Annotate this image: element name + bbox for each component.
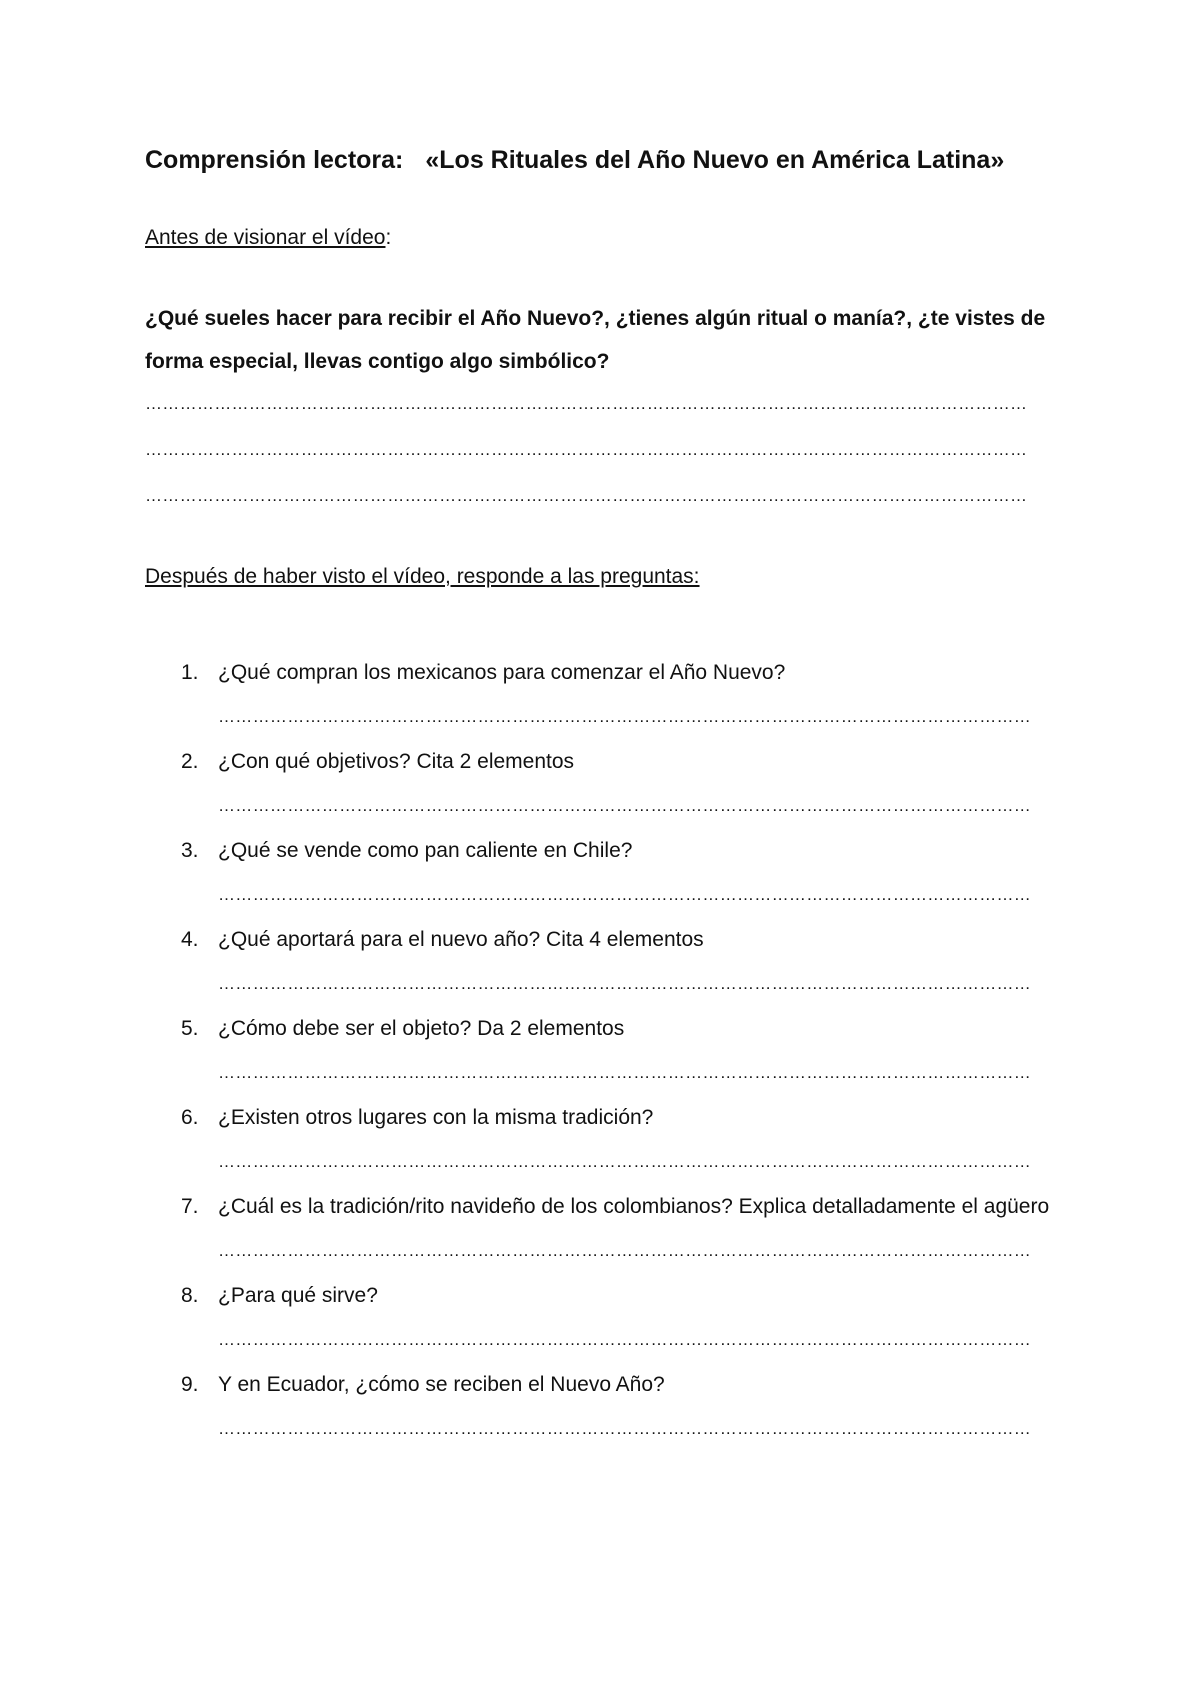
answer-line[interactable]: ………………………………………………………………………………………………………………………………………	[145, 486, 1028, 505]
question-number: 8.	[181, 1284, 199, 1307]
title-name: «Los Rituales del Año Nuevo en América Latina»	[425, 146, 1005, 174]
answer-line[interactable]: ……………………………………………………………………………………………………………………………	[218, 1063, 1032, 1082]
intro-question: ¿Qué sueles hacer para recibir el Año Nuevo?, ¿tienes algún ritual o manía?, ¿te vistes de forma especial, llevas contigo algo simbólico?	[145, 307, 1046, 373]
after-video-heading	[145, 561, 1065, 593]
question-text: ¿Con qué objetivos? Cita 2 elementos	[218, 750, 575, 773]
before-video-heading-text: Antes de visionar el vídeo	[145, 226, 386, 249]
answer-line[interactable]: ……………………………………………………………………………………………………………………………	[218, 1330, 1032, 1349]
list-item	[145, 1006, 1065, 1095]
list-item	[145, 917, 1065, 1006]
answer-line[interactable]: ……………………………………………………………………………………………………………………………	[218, 796, 1032, 815]
before-video-heading-colon: :	[385, 226, 392, 249]
before-video-heading	[145, 222, 1065, 254]
title-label: Comprensión lectora:	[145, 146, 404, 174]
question-number: 6.	[181, 1106, 199, 1129]
question-number: 9.	[181, 1373, 199, 1396]
question-text: ¿Cuál es la tradición/rito navideño de los colombianos? Explica detalladamente el agüero	[218, 1195, 1050, 1218]
answer-line[interactable]: ……………………………………………………………………………………………………………………………	[218, 707, 1032, 726]
list-item	[145, 1184, 1065, 1273]
answer-line[interactable]: ……………………………………………………………………………………………………………………………	[218, 885, 1032, 904]
answer-line[interactable]: ……………………………………………………………………………………………………………………………	[218, 974, 1032, 993]
question-text: ¿Para qué sirve?	[218, 1284, 378, 1307]
question-number: 3.	[181, 839, 199, 862]
list-item	[145, 1095, 1065, 1184]
list-item	[145, 650, 1065, 739]
answer-line[interactable]: ………………………………………………………………………………………………………………………………………	[145, 394, 1028, 413]
question-number: 5.	[181, 1017, 199, 1040]
list-item	[145, 1273, 1065, 1362]
list-item	[145, 828, 1065, 917]
question-list	[145, 650, 1065, 1451]
question-number: 7.	[181, 1195, 199, 1218]
question-text: ¿Qué aportará para el nuevo año? Cita 4 elementos	[218, 928, 704, 951]
question-text: ¿Qué compran los mexicanos para comenzar el Año Nuevo?	[218, 661, 786, 684]
intro-answer-area	[145, 381, 1065, 519]
after-video-heading-text: Después de haber visto el vídeo, responde a las preguntas:	[145, 565, 700, 588]
list-item	[145, 1362, 1065, 1451]
answer-line[interactable]: ………………………………………………………………………………………………………………………………………	[145, 440, 1028, 459]
worksheet-page	[145, 140, 1065, 1451]
worksheet-title	[145, 140, 1065, 180]
question-number: 2.	[181, 750, 199, 773]
question-number: 4.	[181, 928, 199, 951]
question-number: 1.	[181, 661, 199, 684]
question-text: ¿Qué se vende como pan caliente en Chile?	[218, 839, 633, 862]
answer-line[interactable]: ……………………………………………………………………………………………………………………………	[218, 1152, 1032, 1171]
list-item	[145, 739, 1065, 828]
question-text: ¿Existen otros lugares con la misma tradición?	[218, 1106, 654, 1129]
answer-line[interactable]: ……………………………………………………………………………………………………………………………	[218, 1241, 1032, 1260]
answer-line[interactable]: ……………………………………………………………………………………………………………………………	[218, 1419, 1032, 1438]
question-text: Y en Ecuador, ¿cómo se reciben el Nuevo Año?	[218, 1373, 665, 1396]
question-text: ¿Cómo debe ser el objeto? Da 2 elementos	[218, 1017, 625, 1040]
